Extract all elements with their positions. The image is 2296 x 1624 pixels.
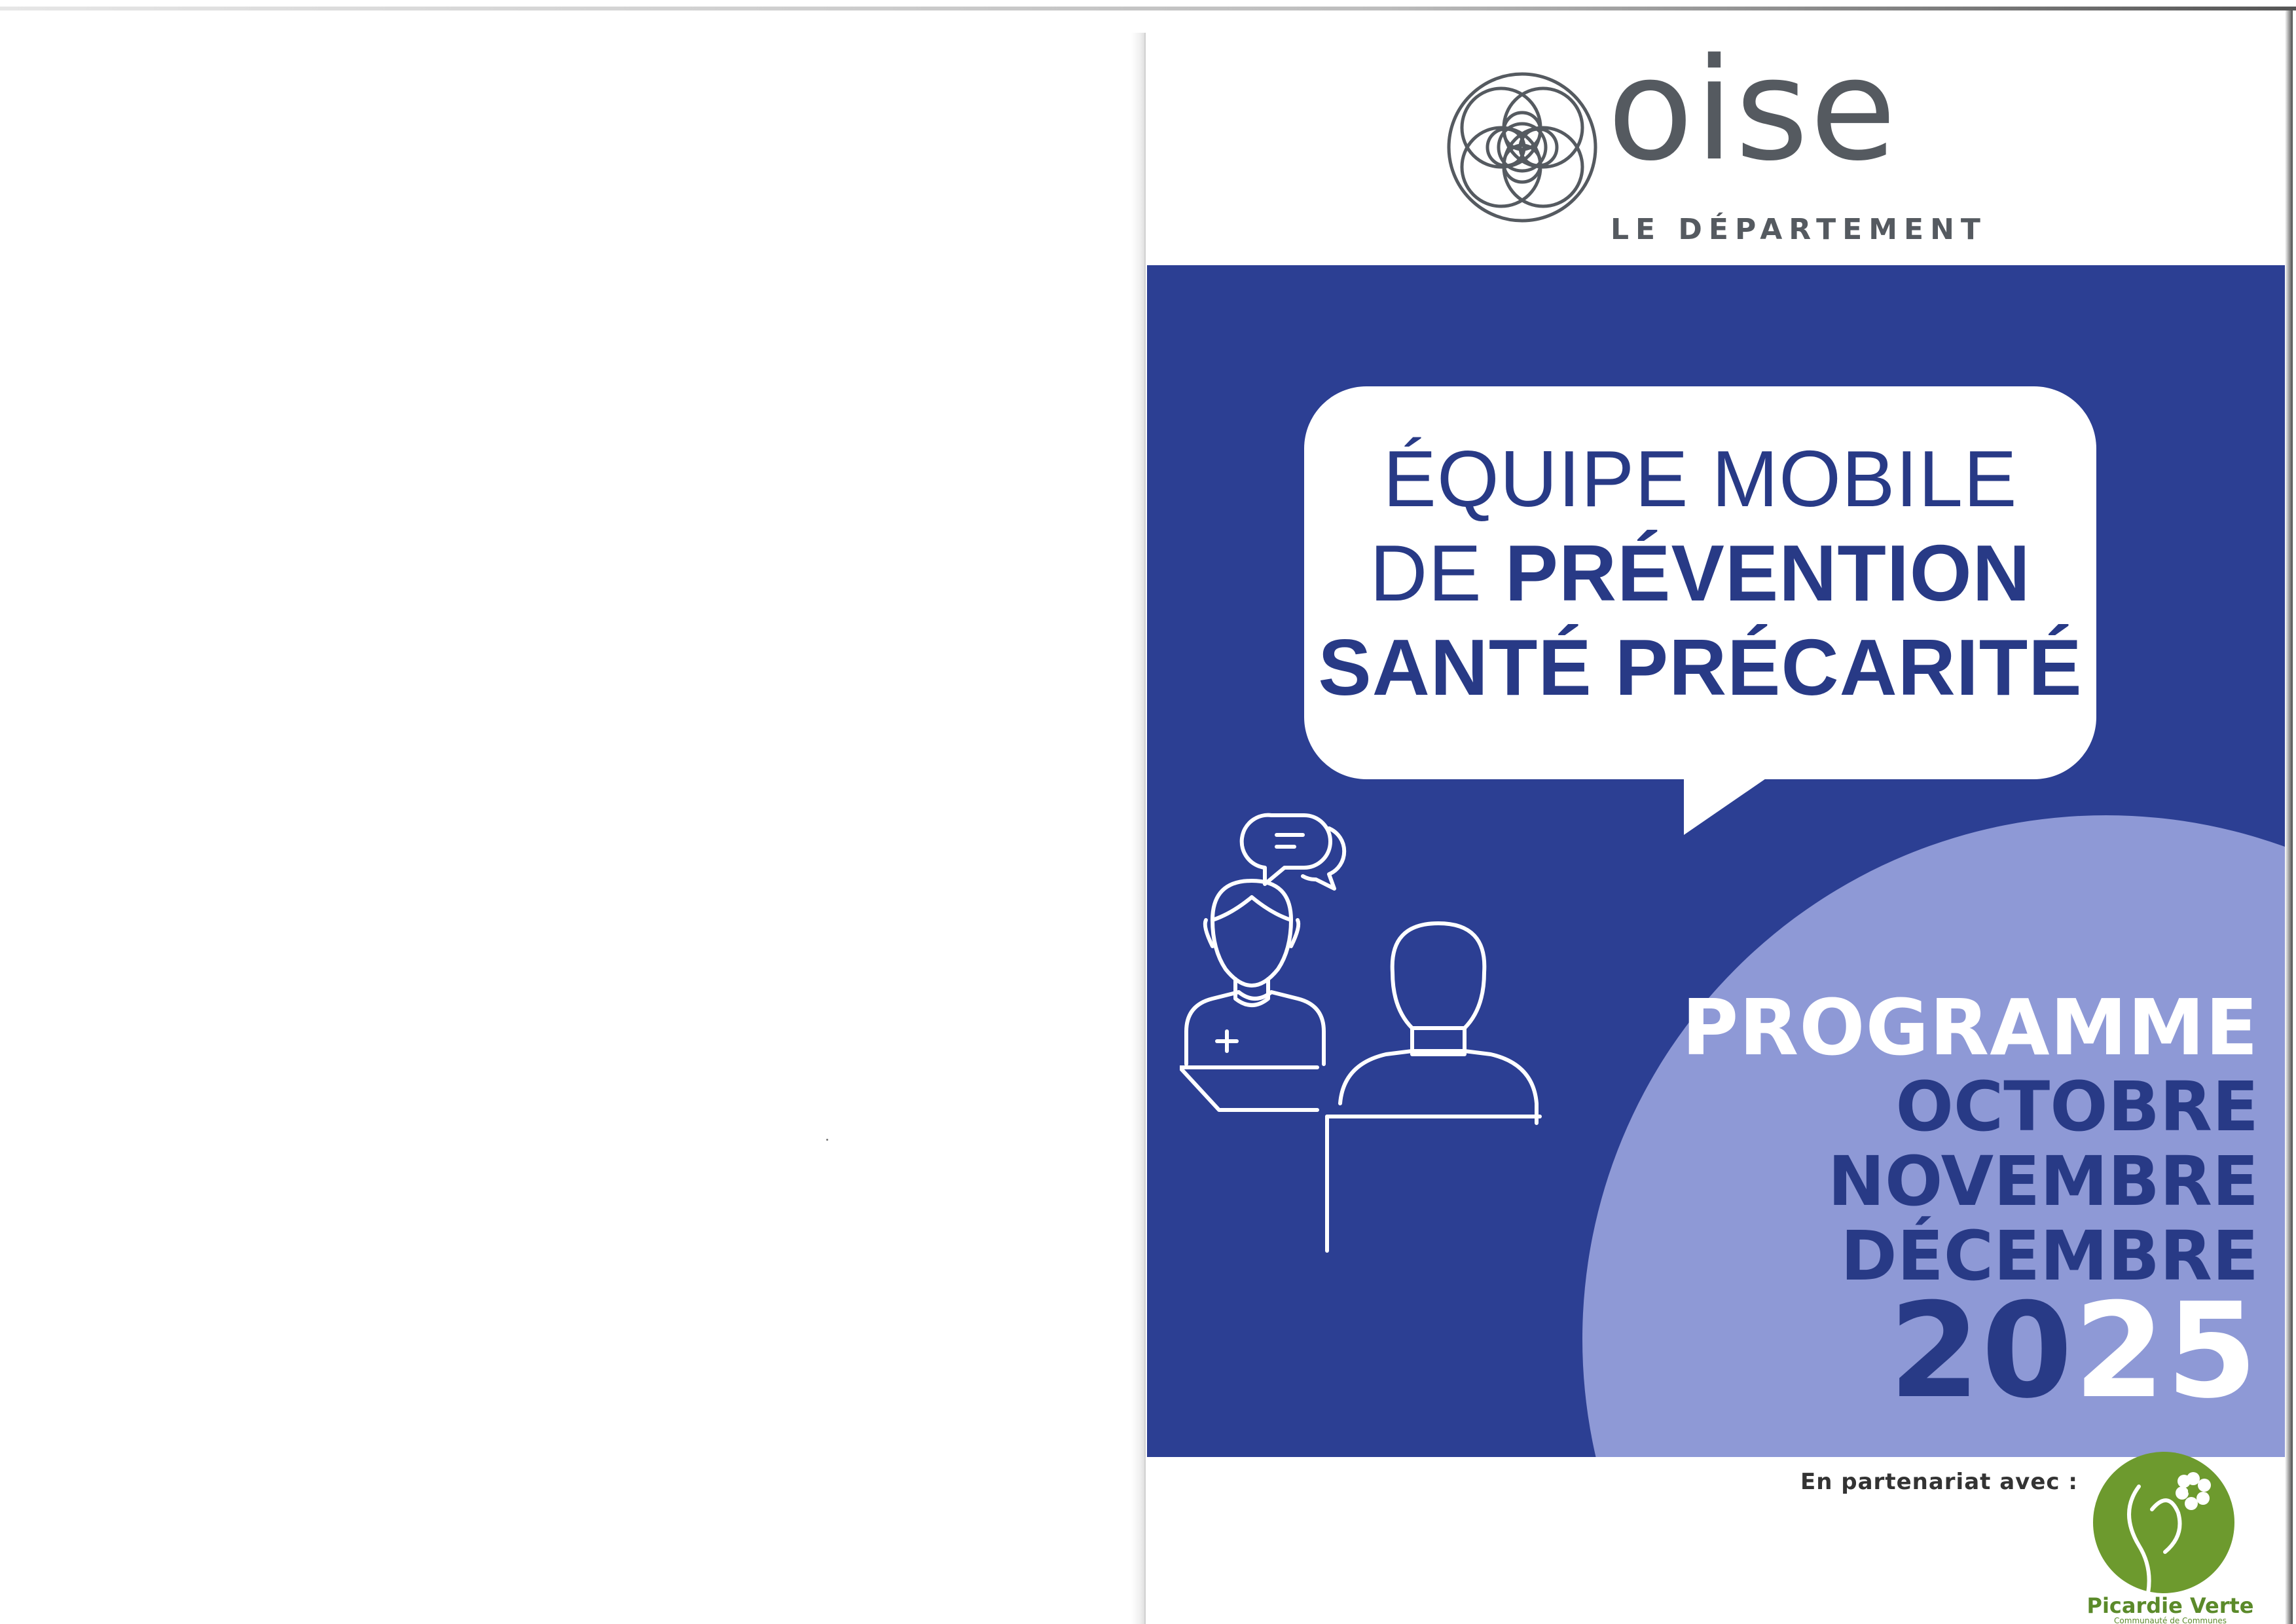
scan-right-edge: [2285, 10, 2293, 1624]
partner-name: Picardie Verte: [2086, 1593, 2254, 1618]
nurse-icon: [1186, 881, 1324, 1064]
patient-icon: [1327, 923, 1540, 1251]
programme-block: [1681, 982, 2259, 1428]
programme-year: [1682, 1275, 2259, 1428]
partner-label: En partenariat avec :: [1800, 1469, 2078, 1495]
partner-subtitle: Communauté de Communes: [2114, 1616, 2227, 1624]
page-fold-shadow: [1131, 33, 1146, 1624]
oise-wordmark: oise: [1607, 33, 1898, 192]
title-line-2: [1304, 526, 2096, 621]
consultation-illustration: [1180, 802, 1546, 1254]
programme-year-end: 25: [2073, 1275, 2259, 1428]
laptop-icon: [1180, 1067, 1317, 1110]
title-speech-bubble: [1304, 386, 2096, 779]
programme-month-1: OCTOBRE: [1895, 1067, 2259, 1147]
blank-back-page: [0, 10, 1139, 1624]
speech-bubble-tail: [1684, 763, 1802, 841]
chat-bubbles-icon: [1242, 815, 1345, 889]
programme-month-3: DÉCEMBRE: [1840, 1216, 2259, 1296]
oise-emblem-icon: [1444, 65, 1601, 229]
title-line-2-strong: PRÉVENTION: [1504, 528, 2031, 618]
programme-year-start: 20: [1889, 1275, 2074, 1428]
programme-month-2: NOVEMBRE: [1827, 1141, 2259, 1221]
oise-logo: [1444, 33, 1987, 262]
scan-speck: [826, 1139, 828, 1141]
title-line-1: ÉQUIPE MOBILE: [1383, 434, 2018, 523]
cover-title: [1304, 432, 2096, 715]
title-line-3: SANTÉ PRÉCARITÉ: [1318, 622, 2083, 712]
oise-subtitle: LE DÉPARTEMENT: [1611, 213, 1987, 246]
cover-page: [1144, 33, 2293, 1624]
cover-blue-panel: [1147, 265, 2293, 1457]
title-line-2-prefix: DE: [1370, 528, 1505, 618]
programme-title: PROGRAMME: [1681, 982, 2259, 1073]
